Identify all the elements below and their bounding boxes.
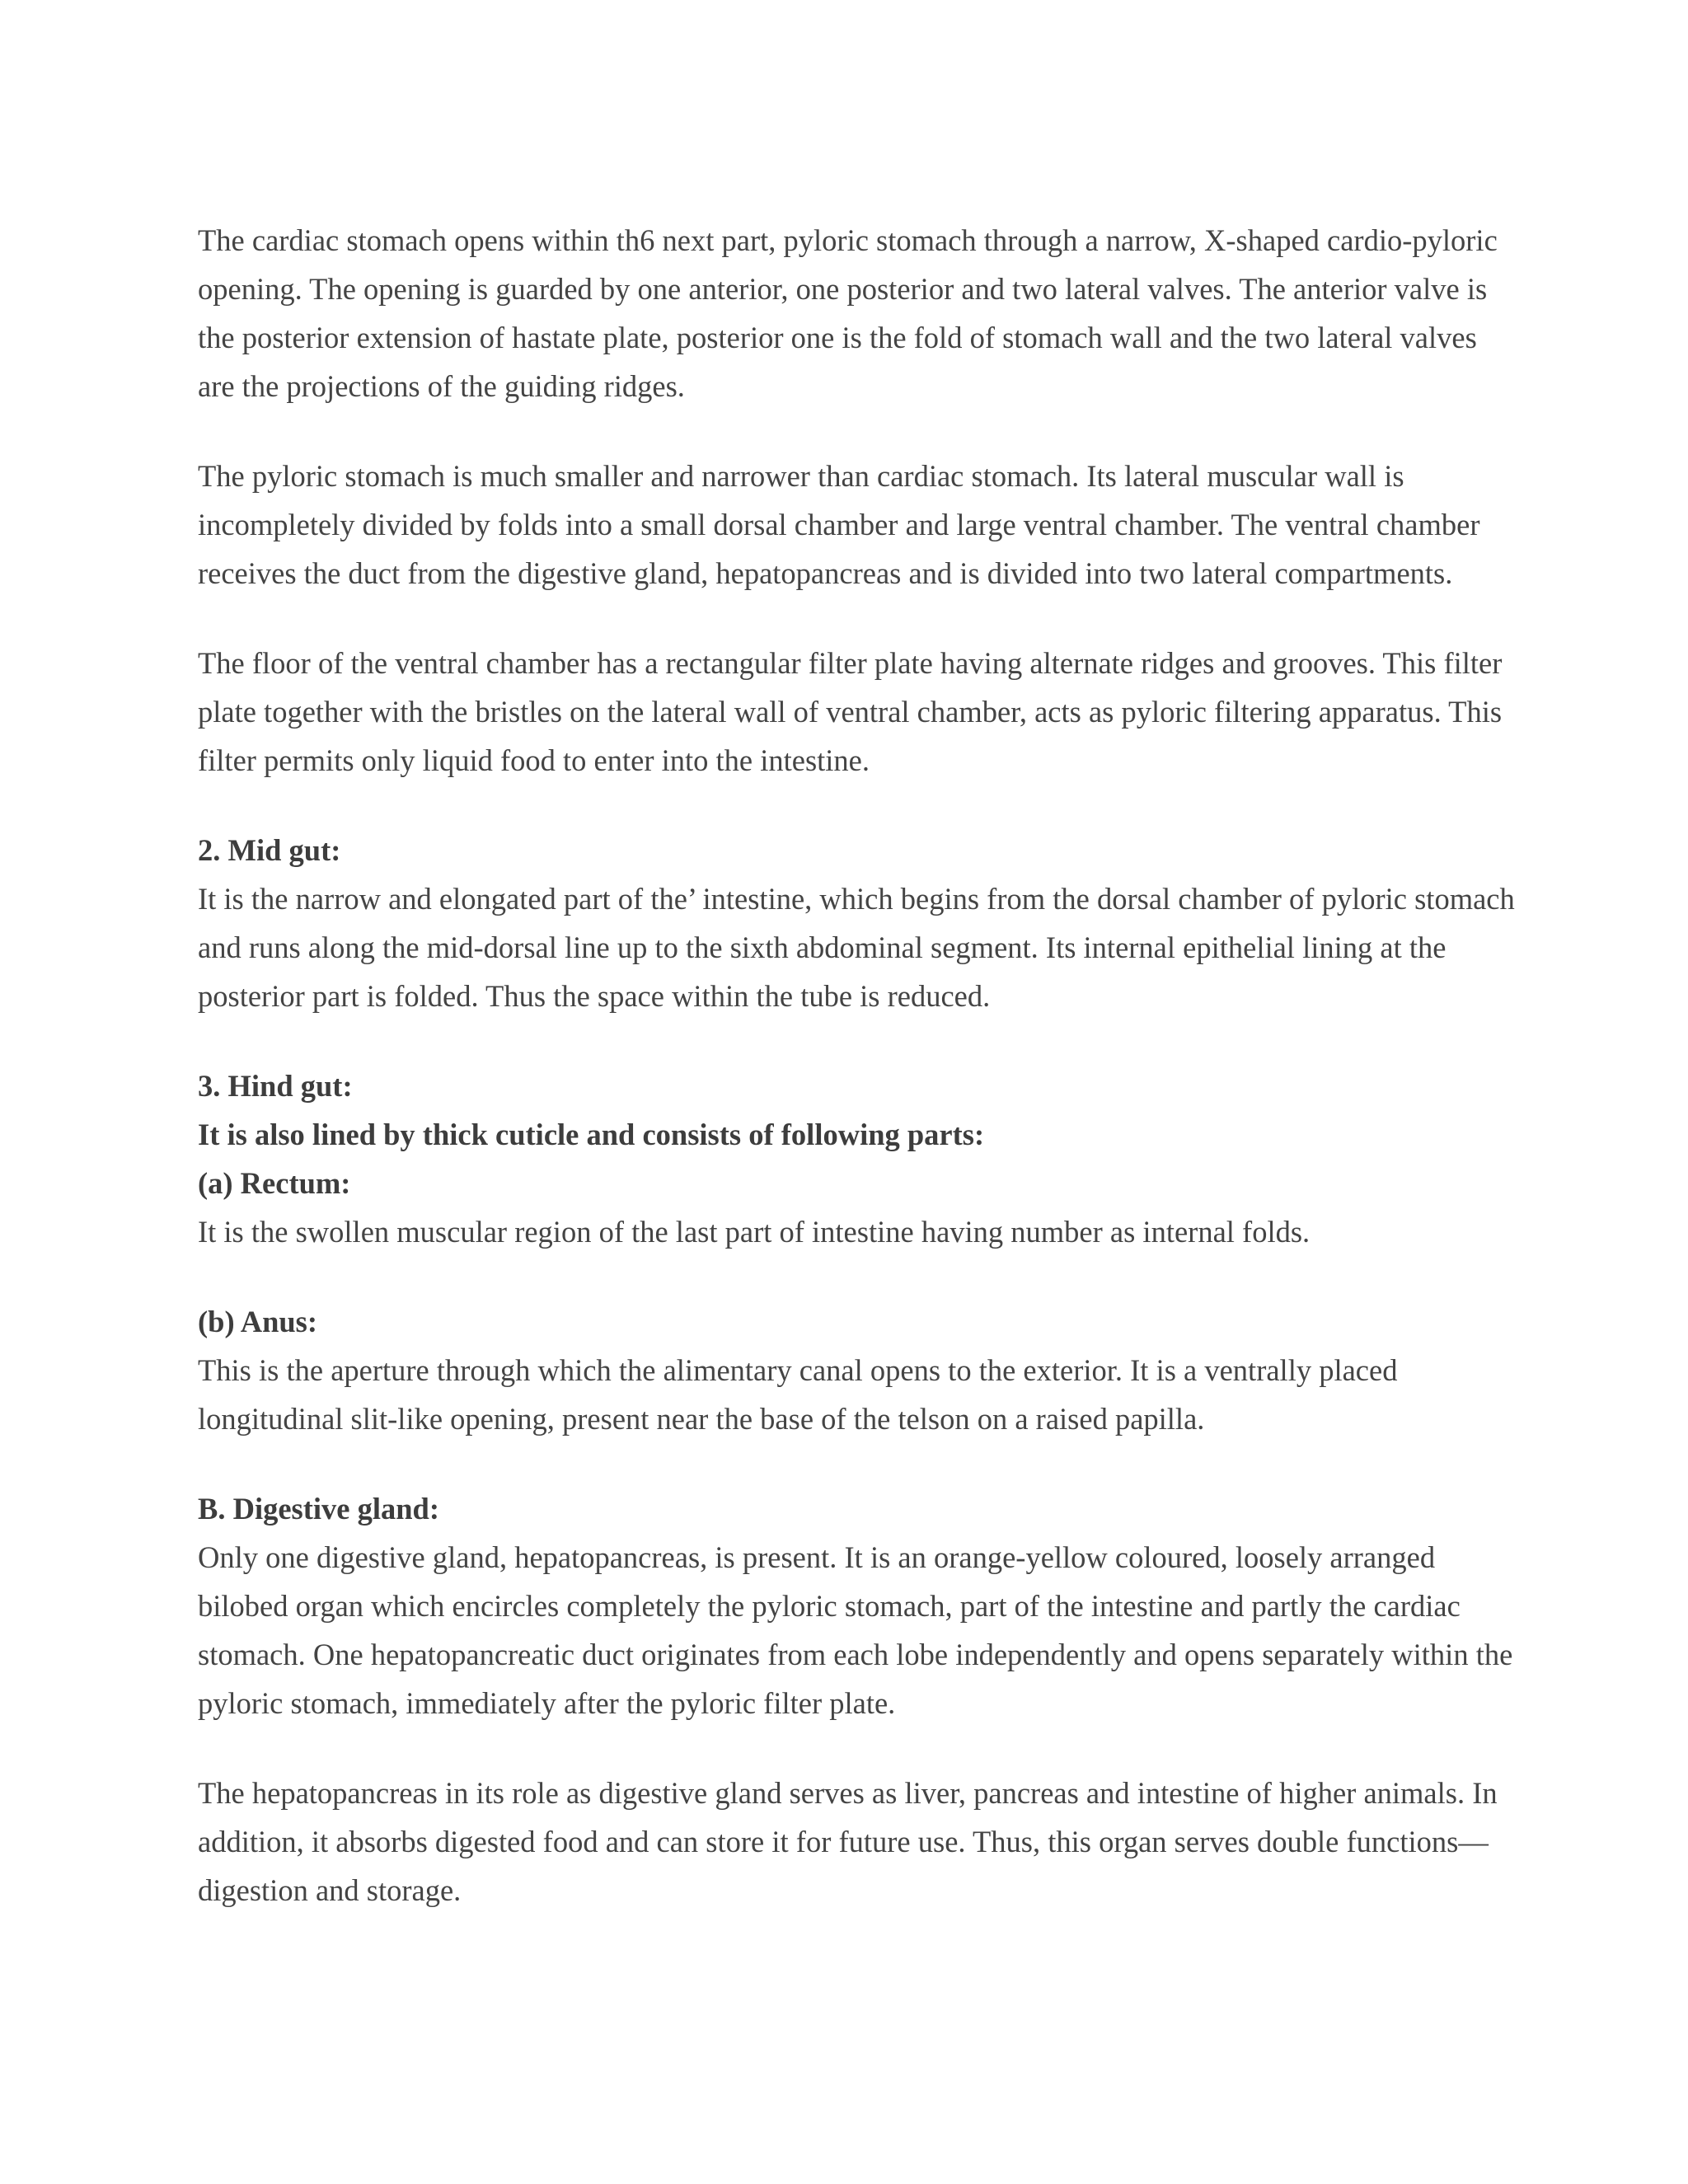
paragraph-anus: This is the aperture through which the alimentary canal opens to the exterior. It is a ventrally placed longitudinal slit-like opening, present near the base of the telson on a raised papilla. — [198, 1353, 1398, 1436]
heading-mid-gut: 2. Mid gut: — [198, 833, 341, 867]
heading-digestive-gland: B. Digestive gland: — [198, 1492, 440, 1526]
section-digestive-gland — [198, 1484, 1517, 1727]
paragraph-rectum: It is the swollen muscular region of the last part of intestine having number as internal folds. — [198, 1215, 1311, 1249]
document-page — [198, 216, 1517, 1956]
paragraph-filter-plate: The floor of the ventral chamber has a rectangular filter plate having alternate ridges and grooves. This filter plate together with the bristles on the lateral wall of ventral chamber, acts as pyloric filtering apparatus. This filter permits only liquid food to enter into the intestine. — [198, 646, 1503, 777]
heading-hind-gut: 3. Hind gut: — [198, 1069, 353, 1103]
subheading-hind-gut: It is also lined by thick cuticle and consists of following parts: — [198, 1118, 985, 1151]
paragraph-cardio-pyloric: The cardiac stomach opens within th6 next part, pyloric stomach through a narrow, X-shaped cardio-pyloric opening. The opening is guarded by one anterior, one posterior and two lateral valves. The anterior valve is the posterior extension of hastate plate, posterior one is the fold of stomach wall and the two lateral valves are the projections of the guiding ridges. — [198, 223, 1498, 403]
section-hind-gut — [198, 1062, 1517, 1256]
heading-rectum: (a) Rectum: — [198, 1166, 351, 1200]
heading-anus: (b) Anus: — [198, 1305, 318, 1338]
paragraph-hepatopancreas-role: The hepatopancreas in its role as digestive gland serves as liver, pancreas and intestine of higher animals. In addition, it absorbs digested food and can store it for future use. Thus, this organ serves double functions—digestion and storage. — [198, 1776, 1498, 1907]
paragraph-digestive-gland: Only one digestive gland, hepatopancreas, is present. It is an orange-yellow coloured, loosely arranged bilobed organ which encircles completely the pyloric stomach, part of the intestine and partly the cardiac stomach. One hepatopancreatic duct originates from each lobe independently and opens separately within the pyloric stomach, immediately after the pyloric filter plate. — [198, 1540, 1513, 1720]
paragraph-pyloric-stomach: The pyloric stomach is much smaller and narrower than cardiac stomach. Its lateral muscular wall is incompletely divided by folds into a small dorsal chamber and large ventral chamber. The ventral chamber receives the duct from the digestive gland, hepatopancreas and is divided into two lateral compartments. — [198, 459, 1480, 590]
section-mid-gut — [198, 826, 1517, 1020]
section-anus — [198, 1297, 1517, 1443]
paragraph-mid-gut: It is the narrow and elongated part of the’ intestine, which begins from the dorsal chamber of pyloric stomach and runs along the mid-dorsal line up to the sixth abdominal segment. Its internal epithelial lining at the posterior part is folded. Thus the space within the tube is reduced. — [198, 882, 1515, 1013]
